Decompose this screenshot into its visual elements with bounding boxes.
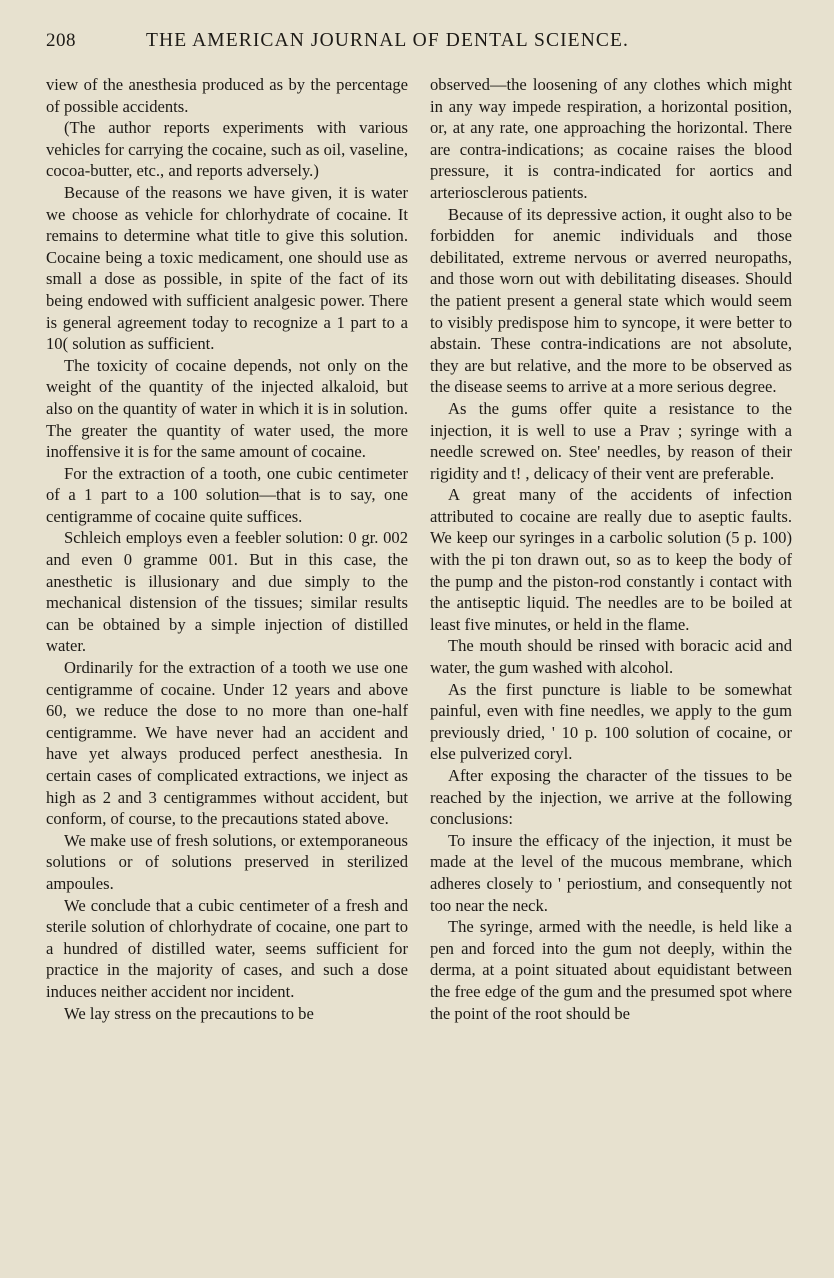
paragraph: view of the anesthesia produced as by the percentage of possible accidents. [46, 75, 408, 116]
paragraph: We lay stress on the precautions to be [64, 1003, 314, 1023]
paragraph: As the gums offer quite a resistance to the injection, it is well to use a Prav ; syringe with a needle screwed on. Stee' needles, by reason of their rigidity and t! , delicacy of their vent are preferable. [430, 398, 792, 483]
right-column [430, 74, 792, 1024]
paragraph: We make use of fresh solutions, or extemporaneous solutions or of solutions preserved in sterilized ampoules. [46, 830, 408, 893]
paragraph: To insure the efficacy of the injection, it must be made at the level of the mucous membrane, which adheres closely to ' periostium, and consequently not too near the neck. [430, 830, 792, 915]
paragraph: We conclude that a cubic centimeter of a fresh and sterile solution of chlorhydrate of cocaine, one part to a hundred of distilled water, seems sufficient for practice in the majority of cases, and such a dose induces neither accident nor incident. [46, 895, 408, 1001]
page-number: 208 [46, 30, 76, 51]
paragraph: After exposing the character of the tissues to be reached by the injection, we arrive at the following conclusions: [430, 766, 792, 829]
paragraph: A great many of the accidents of infection attributed to cocaine are really due to aseptic faults. We keep our syringes in a carbolic solution (5 p. 100) with the pi ton drawn out, so as to keep the body of the pump and the piston-rod constantly i contact with the antiseptic liquid. The needles are to be boiled at least five minutes, or held in the flame. [430, 485, 792, 634]
page-header [46, 30, 796, 56]
left-column [46, 74, 408, 1024]
paragraph: For the extraction of a tooth, one cubic centimeter of a 1 part to a 100 solution—that is to say, one centigramme of cocaine quite suffices. [46, 463, 408, 526]
paragraph: The mouth should be rinsed with boracic acid and water, the gum washed with alcohol. [430, 636, 792, 678]
paragraph: Schleich employs even a feebler solution: 0 gr. 002 and even 0 gramme 001. But in this case, the anesthetic is illusionary and due simply to the mechanical distension of the tissues; similar results can be obtained by a simple injection of distilled water. [46, 528, 408, 656]
paragraph: Because of the reasons we have given, it is water we choose as vehicle for chlorhydrate of cocaine. It remains to determine what title to give this solution. Cocaine being a toxic medicament, one should use as small a dose as possible, in spite of the fact of its being endowed with sufficient analgesic power. There is general agreement today to recognize a 1 part to a 10( solution as sufficient. [46, 182, 408, 354]
paragraph: Because of its depressive action, it ought also to be forbidden for anemic individuals and those debilitated, extreme nervous or averred neuropaths, and those worn out with debilitating diseases. Should the patient present a general state which would seem to visibly predispose him to syncope, it were better to abstain. These contra-indications are not absolute, they are but relative, and the more to be observed as the disease seems to arrive at a more serious degree. [430, 204, 792, 397]
paragraph: observed—the loosening of any clothes which might in any way impede respiration, a horizontal position, or, at any rate, one approaching the horizontal. There are contra-indications; as cocaine raises the blood pressure, it is contra-indicated for aortics and arteriosclerous patients. [430, 75, 792, 202]
paragraph: Ordinarily for the extraction of a tooth we use one centigramme of cocaine. Under 12 years and above 60, we reduce the dose to no more than one-half centigramme. We have never had an accident and have yet always produced perfect anesthesia. In certain cases of complicated extractions, we inject as high as 2 and 3 centigrammes without accident, but conform, of course, to the precautions stated above. [46, 658, 408, 829]
running-title: THE AMERICAN JOURNAL OF DENTAL SCIENCE. [146, 30, 629, 51]
paragraph: As the first puncture is liable to be somewhat painful, even with fine needles, we apply to the gum previously dried, ' 10 p. 100 solution of cocaine, or else pulverized coryl. [430, 679, 792, 764]
paragraph: The syringe, armed with the needle, is held like a pen and forced into the gum not deeply, within the derma, at a point situated about equidistant between the free edge of the gum and the presumed spot where the point of the root should be [430, 917, 792, 1023]
paragraph: (The author reports experiments with various vehicles for carrying the cocaine, such as oil, vaseline, cocoa-butter, etc., and reports adversely.) [46, 118, 408, 181]
paragraph: The toxicity of cocaine depends, not only on the weight of the quantity of the injected alkaloid, but also on the quantity of water in which it is in solution. The greater the quantity of water used, the more inoffensive it is for the same amount of cocaine. [46, 355, 408, 462]
